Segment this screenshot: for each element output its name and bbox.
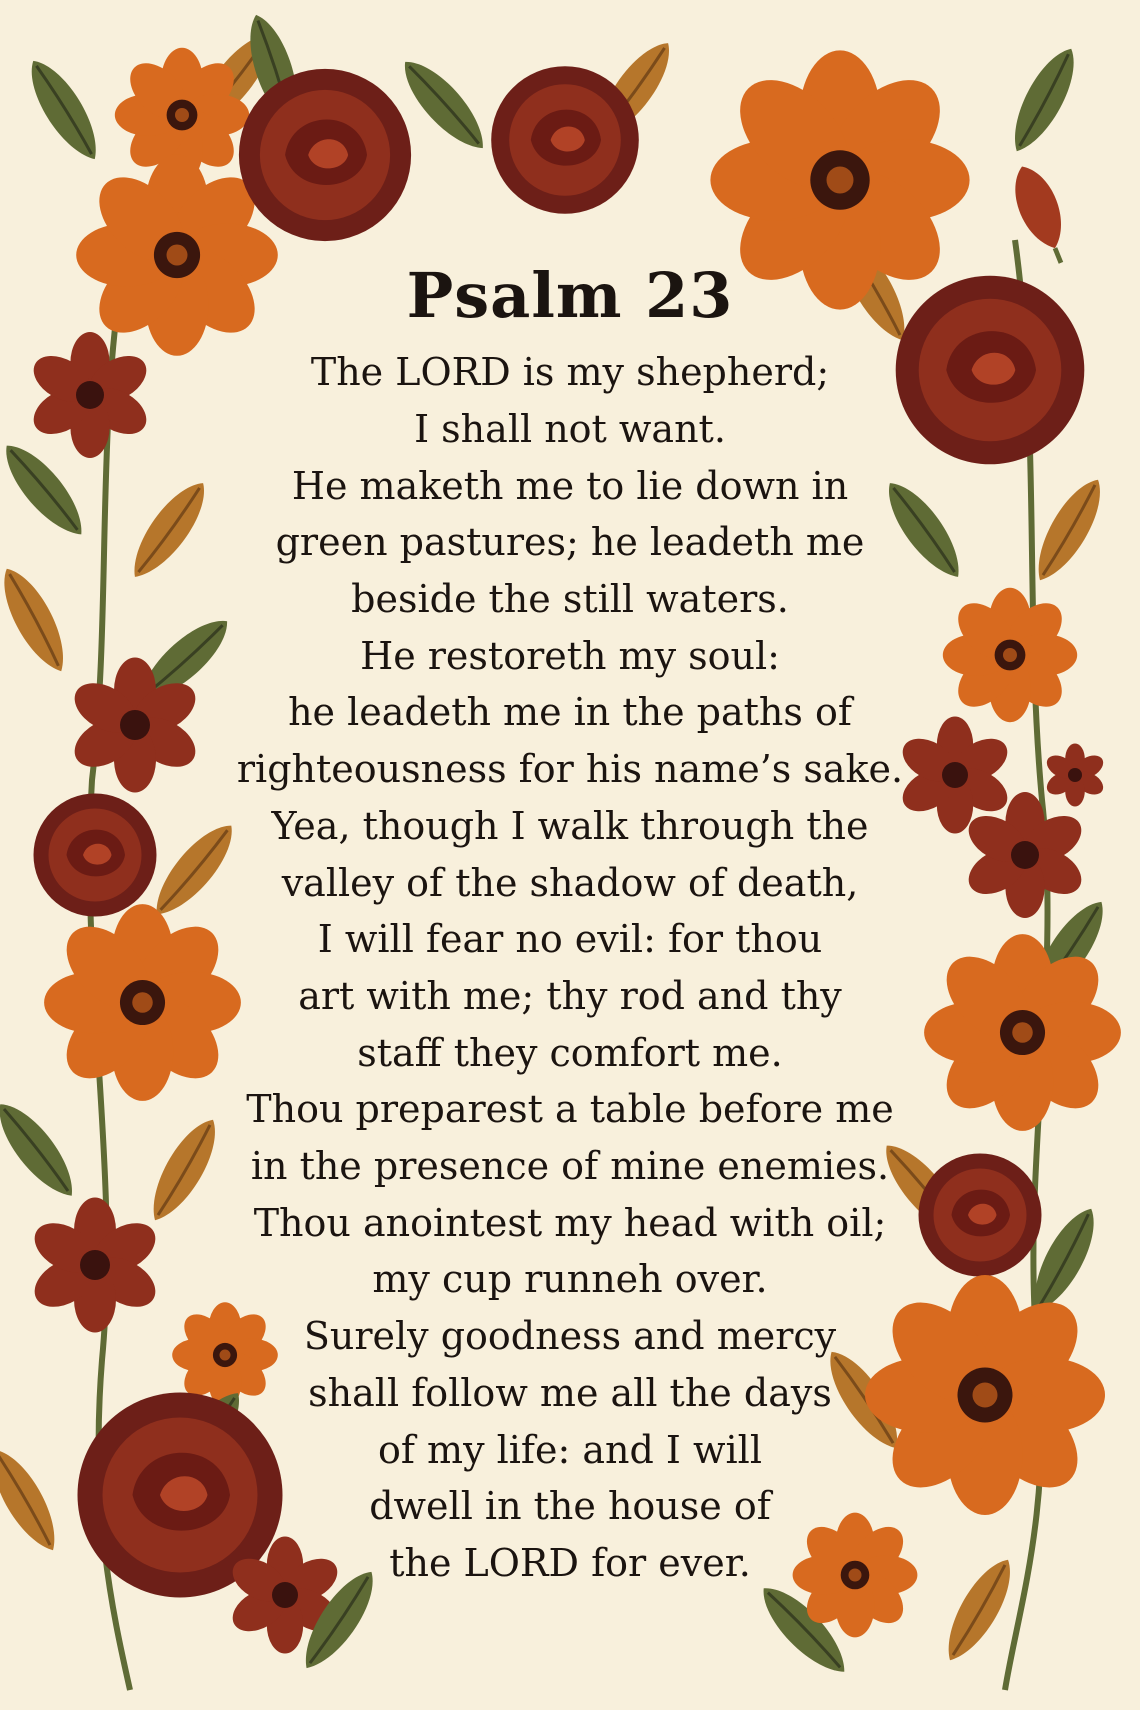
verse-line-14: Thou preparest a table before me [246, 1087, 894, 1132]
verse-line-9: Yea, though I walk through the [271, 803, 869, 848]
verse-line-5: beside the still waters. [351, 577, 789, 621]
verse-line-4: green pastures; he leadeth me [275, 520, 865, 565]
psalm-text-panel [222, 259, 918, 1592]
top-center-cluster [392, 32, 683, 213]
verse-line-13: staff they comfort me. [357, 1030, 783, 1075]
verse-line-11: I will fear no evil: for thou [317, 917, 823, 962]
verse-line-20: of my life: and I will [378, 1427, 762, 1472]
verse-line-16: Thou anointest my head with oil; [253, 1200, 887, 1245]
verse-line-21: dwell in the house of [369, 1484, 771, 1529]
verse-line-2: I shall not want. [414, 406, 726, 451]
verse-line-22: the LORD for ever. [389, 1540, 751, 1585]
verse-line-12: art with me; thy rod and thy [298, 973, 842, 1018]
verse-line-10: valley of the shadow of death, [281, 860, 859, 905]
psalm-title: Psalm 23 [406, 259, 734, 332]
verse-line-1: The LORD is my shepherd; [310, 350, 830, 395]
verse-line-17: my cup runneh over. [372, 1257, 768, 1302]
verse-line-7: he leadeth me in the paths of [288, 690, 852, 735]
verse-line-18: Surely goodness and mercy [303, 1314, 837, 1359]
verse-line-6: He restoreth my soul: [360, 633, 780, 678]
psalm-verse [222, 344, 918, 1591]
verse-line-19: shall follow me all the days [308, 1370, 832, 1415]
verse-line-8: righteousness for his name’s sake. [236, 747, 904, 792]
verse-line-15: in the presence of mine enemies. [250, 1144, 890, 1189]
verse-line-3: He maketh me to lie down in [291, 463, 849, 508]
